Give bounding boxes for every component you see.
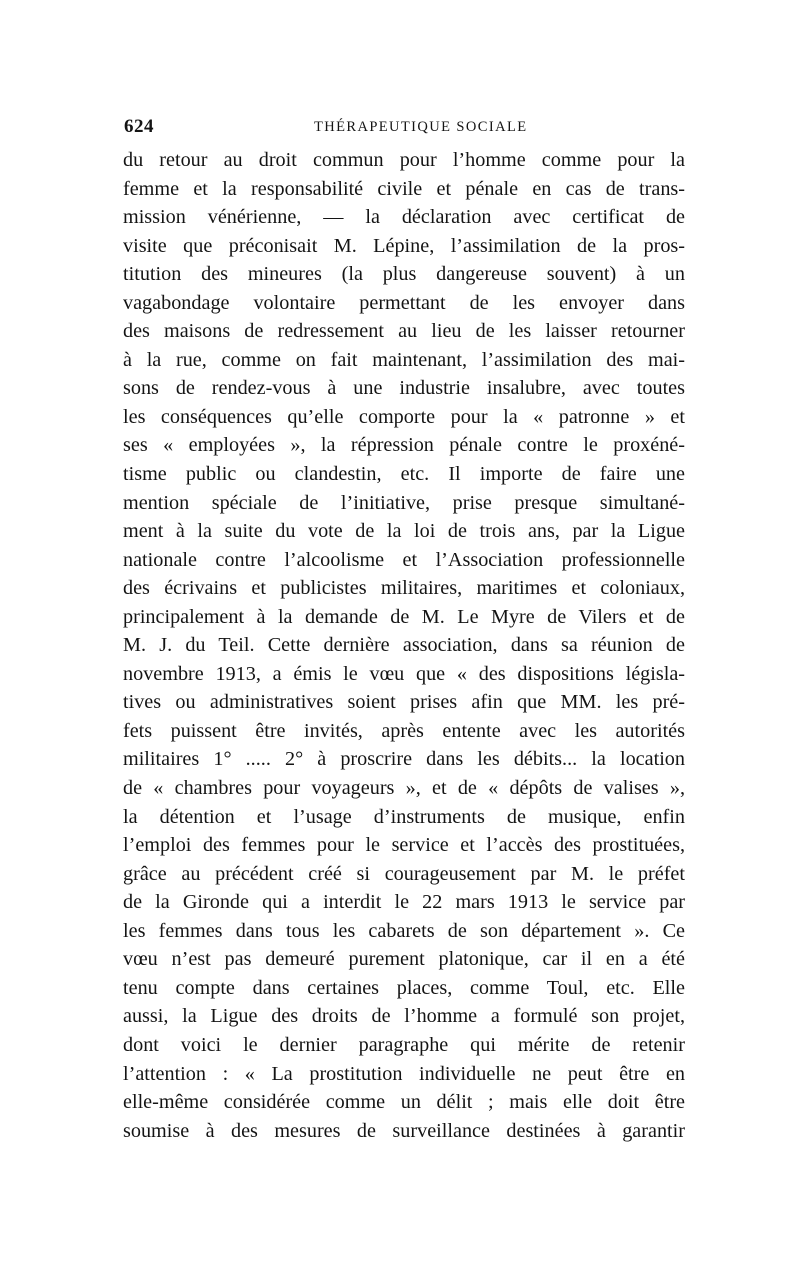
text-line: mission vénérienne, — la déclaration avec certificat de (123, 206, 685, 229)
text-line: vœu n’est pas demeuré purement platonique, car il en a été (123, 948, 685, 971)
text-line: M. J. du Teil. Cette dernière association, dans sa réunion de (123, 634, 685, 657)
text-line: les femmes dans tous les cabarets de son département ». Ce (123, 919, 685, 942)
text-line: nationale contre l’alcoolisme et l’Association professionnelle (123, 548, 685, 571)
text-line: aussi, la Ligue des droits de l’homme a formulé son projet, (123, 1005, 685, 1028)
text-line: l’attention : « La prostitution individuelle ne peut être en (123, 1062, 685, 1085)
text-line: de la Gironde qui a interdit le 22 mars 1913 le service par (123, 891, 685, 914)
text-line: à la rue, comme on fait maintenant, l’assimilation des mai- (123, 348, 685, 371)
text-line: l’emploi des femmes pour le service et l’accès des prostituées, (123, 834, 685, 857)
body-paragraph (123, 146, 685, 1145)
text-line: vagabondage volontaire permettant de les envoyer dans (123, 291, 685, 314)
text-line: ment à la suite du vote de la loi de trois ans, par la Ligue (123, 520, 685, 543)
text-line: de « chambres pour voyageurs », et de « dépôts de valises », (123, 777, 685, 800)
text-line: des écrivains et publicistes militaires, maritimes et coloniaux, (123, 577, 685, 600)
page-number: 624 (124, 116, 154, 137)
text-line: sons de rendez-vous à une industrie insalubre, avec toutes (123, 377, 685, 400)
running-head: THÉRAPEUTIQUE SOCIALE (314, 119, 528, 135)
text-line: dont voici le dernier paragraphe qui mérite de retenir (123, 1033, 685, 1056)
text-line: grâce au précédent créé si courageusement par M. le préfet (123, 862, 685, 885)
text-line: elle-même considérée comme un délit ; mais elle doit être (123, 1091, 685, 1114)
text-line: fets puissent être invités, après entente avec les autorités (123, 719, 685, 742)
text-line: ses « employées », la répression pénale contre le proxéné- (123, 434, 685, 457)
text-line: les conséquences qu’elle comporte pour la « patronne » et (123, 405, 685, 428)
text-line: visite que préconisait M. Lépine, l’assimilation de la pros- (123, 234, 685, 257)
text-line: femme et la responsabilité civile et pénale en cas de trans- (123, 177, 685, 200)
text-line: mention spéciale de l’initiative, prise presque simultané- (123, 491, 685, 514)
text-line: militaires 1° ..... 2° à proscrire dans les débits... la location (123, 748, 685, 771)
text-line: la détention et l’usage d’instruments de musique, enfin (123, 805, 685, 828)
page-header (124, 116, 684, 140)
text-line: novembre 1913, a émis le vœu que « des dispositions législa- (123, 662, 685, 685)
text-line: principalement à la demande de M. Le Myre de Vilers et de (123, 605, 685, 628)
text-line: tenu compte dans certaines places, comme Toul, etc. Elle (123, 976, 685, 999)
text-line: tives ou administratives soient prises afin que MM. les pré- (123, 691, 685, 714)
text-line: des maisons de redressement au lieu de les laisser retourner (123, 320, 685, 343)
text-line: tisme public ou clandestin, etc. Il importe de faire une (123, 463, 685, 486)
text-line: soumise à des mesures de surveillance destinées à garantir (123, 1119, 685, 1142)
text-line: du retour au droit commun pour l’homme comme pour la (123, 149, 685, 171)
text-line: titution des mineures (la plus dangereuse souvent) à un (123, 263, 685, 286)
